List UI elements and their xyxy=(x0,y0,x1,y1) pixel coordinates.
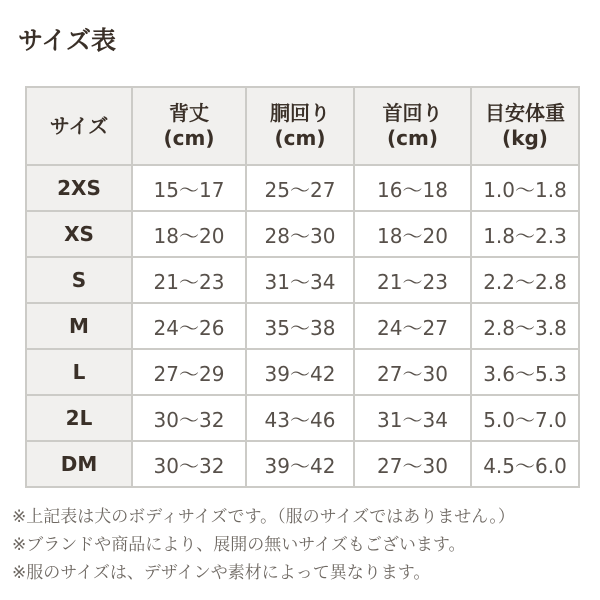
table-row xyxy=(26,349,579,395)
value-cell: 3.6〜5.3 xyxy=(471,349,579,395)
column-header-label: 背丈 xyxy=(169,101,209,125)
table-row xyxy=(26,257,579,303)
footnotes xyxy=(12,503,600,587)
table-row xyxy=(26,395,579,441)
footnote-body-size-note: ※上記表は犬のボディサイズです。（服のサイズではありません。） xyxy=(12,507,515,527)
column-header-label: サイズ xyxy=(49,113,109,138)
column-header xyxy=(246,87,354,165)
size-cell: XS xyxy=(26,211,132,257)
table-row xyxy=(26,211,579,257)
value-cell: 27〜30 xyxy=(354,349,471,395)
value-cell: 18〜20 xyxy=(354,211,471,257)
table-row xyxy=(26,165,579,211)
table-row xyxy=(26,441,579,487)
table-row xyxy=(26,303,579,349)
column-header xyxy=(354,87,471,165)
value-cell: 35〜38 xyxy=(246,303,354,349)
column-header xyxy=(471,87,579,165)
column-header-unit: (kg) xyxy=(502,126,548,150)
value-cell: 15〜17 xyxy=(132,165,246,211)
column-header-label: 首回り xyxy=(382,101,443,125)
value-cell: 16〜18 xyxy=(354,165,471,211)
column-header-unit: (cm) xyxy=(274,126,326,150)
column-header-label: 目安体重 xyxy=(485,101,565,125)
footnote-availability-note: ※ブランドや商品により、展開の無いサイズもございます。 xyxy=(12,535,466,555)
value-cell: 24〜26 xyxy=(132,303,246,349)
value-cell: 31〜34 xyxy=(354,395,471,441)
value-cell: 2.2〜2.8 xyxy=(471,257,579,303)
value-cell: 25〜27 xyxy=(246,165,354,211)
column-header xyxy=(26,87,132,165)
value-cell: 2.8〜3.8 xyxy=(471,303,579,349)
value-cell: 39〜42 xyxy=(246,441,354,487)
value-cell: 39〜42 xyxy=(246,349,354,395)
page-title: サイズ表 xyxy=(18,26,117,55)
table-body xyxy=(26,165,579,487)
value-cell: 1.0〜1.8 xyxy=(471,165,579,211)
value-cell: 30〜32 xyxy=(132,441,246,487)
value-cell: 4.5〜6.0 xyxy=(471,441,579,487)
size-cell: L xyxy=(26,349,132,395)
value-cell: 1.8〜2.3 xyxy=(471,211,579,257)
size-cell: 2L xyxy=(26,395,132,441)
value-cell: 27〜30 xyxy=(354,441,471,487)
value-cell: 5.0〜7.0 xyxy=(471,395,579,441)
value-cell: 28〜30 xyxy=(246,211,354,257)
size-cell: DM xyxy=(26,441,132,487)
value-cell: 30〜32 xyxy=(132,395,246,441)
size-cell: M xyxy=(26,303,132,349)
header-row xyxy=(26,87,579,165)
value-cell: 43〜46 xyxy=(246,395,354,441)
column-header-label: 胴回り xyxy=(270,101,330,125)
column-header-unit: (cm) xyxy=(387,126,438,150)
column-header-unit: (cm) xyxy=(163,126,215,150)
value-cell: 27〜29 xyxy=(132,349,246,395)
value-cell: 31〜34 xyxy=(246,257,354,303)
table-header xyxy=(26,87,579,165)
value-cell: 24〜27 xyxy=(354,303,471,349)
value-cell: 18〜20 xyxy=(132,211,246,257)
value-cell: 21〜23 xyxy=(132,257,246,303)
size-cell: 2XS xyxy=(26,165,132,211)
footnote-garment-size-note: ※服のサイズは、デザインや素材によって異なります。 xyxy=(12,563,431,583)
size-cell: S xyxy=(26,257,132,303)
size-table xyxy=(25,86,580,488)
value-cell: 21〜23 xyxy=(354,257,471,303)
column-header xyxy=(132,87,246,165)
